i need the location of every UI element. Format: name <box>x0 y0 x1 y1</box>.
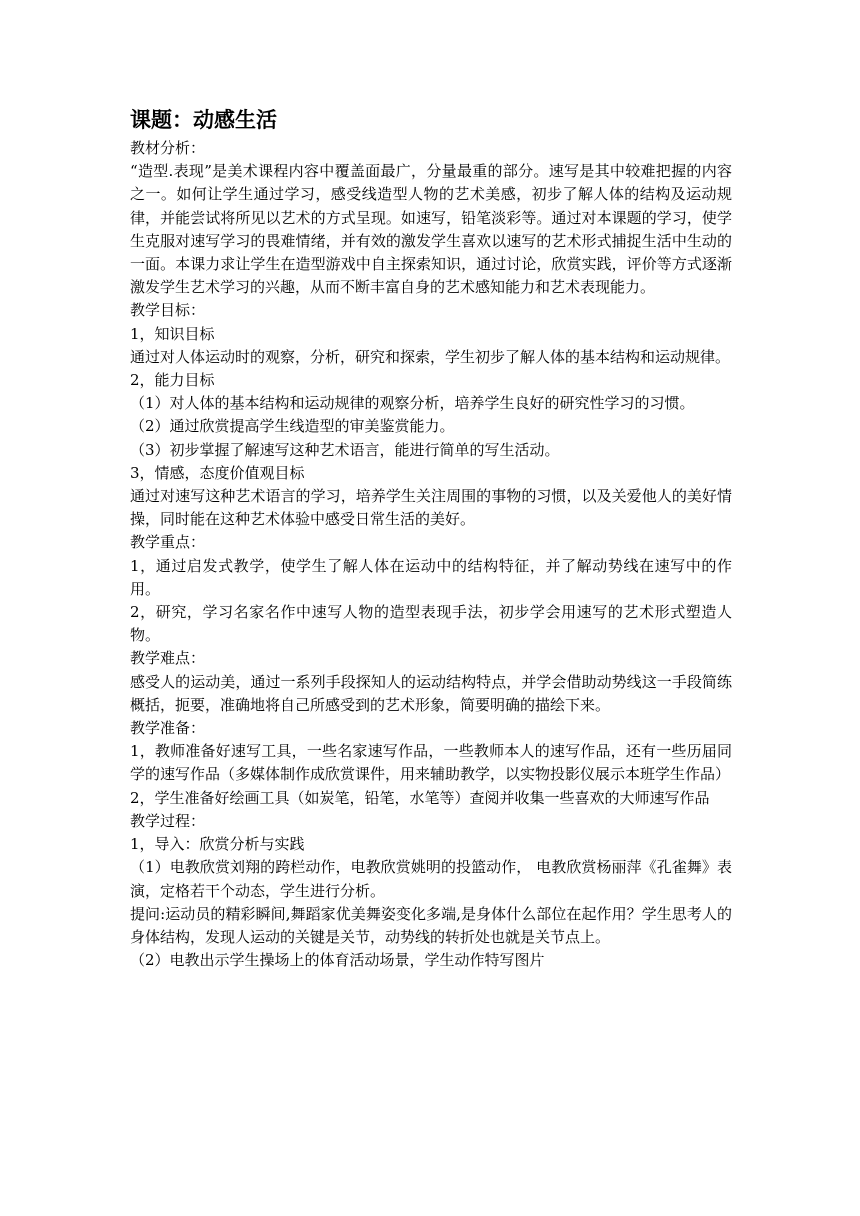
document-page <box>130 104 732 972</box>
goal-emotion-heading: 3，情感，态度价值观目标 <box>130 463 305 482</box>
preparation-item-1: 1，教师准备好速写工具，一些名家速写作品，一些教师本人的速写作品，还有一些历届同学的速写作品（多媒体制作成欣赏课件，用来辅助教学，以实物投影仪展示本班学生作品） <box>130 742 732 784</box>
process-question: 提问:运动员的精彩瞬间,舞蹈家优美舞姿变化多端,是身体什么部位在起作用？学生思考人的身体结构，发现人运动的关键是关节，动势线的转折处也就是关节点上。 <box>130 904 732 946</box>
goal-knowledge-heading: 1，知识目标 <box>130 324 215 343</box>
process-step-1-heading: 1，导入：欣赏分析与实践 <box>130 835 305 854</box>
key-point-2: 2，研究，学习名家名作中速写人物的造型表现手法，初步学会用速写的艺术形式塑造人物。 <box>130 603 732 645</box>
section-heading-key-points: 教学重点： <box>130 533 206 552</box>
lesson-title: 课题：动感生活 <box>130 108 277 132</box>
section-heading-preparation: 教学准备： <box>130 719 206 738</box>
goal-knowledge-text: 通过对人体运动时的观察，分析，研究和探索，学生初步了解人体的基本结构和运动规律。 <box>130 347 731 366</box>
process-step-1-item-2: （2）电教出示学生操场上的体育活动场景，学生动作特写图片 <box>130 951 545 970</box>
section-heading-teaching-goals: 教学目标： <box>130 301 206 320</box>
goal-ability-item-1: （1）对人体的基本结构和运动规律的观察分析，培养学生良好的研究性学习的习惯。 <box>130 394 695 413</box>
preparation-item-2: 2，学生准备好绘画工具（如炭笔，铅笔，水笔等）查阅并收集一些喜欢的大师速写作品 <box>130 788 710 807</box>
goal-ability-item-2: （2）通过欣赏提高学生线造型的审美鉴赏能力。 <box>130 417 455 436</box>
difficulties-text: 感受人的运动美，通过一系列手段探知人的运动结构特点，并学会借助动势线这一手段简练概括，扼要，准确地将自己所感受到的艺术形象，简要明确的描绘下来。 <box>130 672 732 714</box>
material-analysis-paragraph: “造型.表现”是美术课程内容中覆盖面最广，分量最重的部分。速写是其中较难把握的内容之一。如何让学生通过学习，感受线造型人物的艺术美感，初步了解人体的结构及运动规律，并能尝试将所见以艺术的方式呈现。如速写，铅笔淡彩等。通过对本课题的学习，使学生克服对速写学习的畏难情绪，并有效的激发学生喜欢以速写的艺术形式捕捉生活中生动的一面。本课力求让学生在造型游戏中自主探索知识，通过讨论，欣赏实践，评价等方式逐渐激发学生艺术学习的兴趣，从而不断丰富自身的艺术感知能力和艺术表现能力。 <box>130 162 732 297</box>
process-step-1-item-1: （1）电教欣赏刘翔的跨栏动作，电教欣赏姚明的投篮动作， 电教欣赏杨丽萍《孔雀舞》表演，定格若干个动态，学生进行分析。 <box>130 858 732 900</box>
goal-ability-heading: 2，能力目标 <box>130 371 215 390</box>
goal-ability-item-3: （3）初步掌握了解速写这种艺术语言，能进行简单的写生活动。 <box>130 440 560 459</box>
section-heading-difficulties: 教学难点： <box>130 649 206 668</box>
key-point-1: 1，通过启发式教学，使学生了解人体在运动中的结构特征，并了解动势线在速写中的作用。 <box>130 556 732 598</box>
goal-emotion-text: 通过对速写这种艺术语言的学习，培养学生关注周围的事物的习惯，以及关爱他人的美好情操，同时能在这种艺术体验中感受日常生活的美好。 <box>130 487 732 529</box>
section-heading-process: 教学过程： <box>130 811 206 830</box>
section-heading-material-analysis: 教材分析： <box>130 139 206 157</box>
